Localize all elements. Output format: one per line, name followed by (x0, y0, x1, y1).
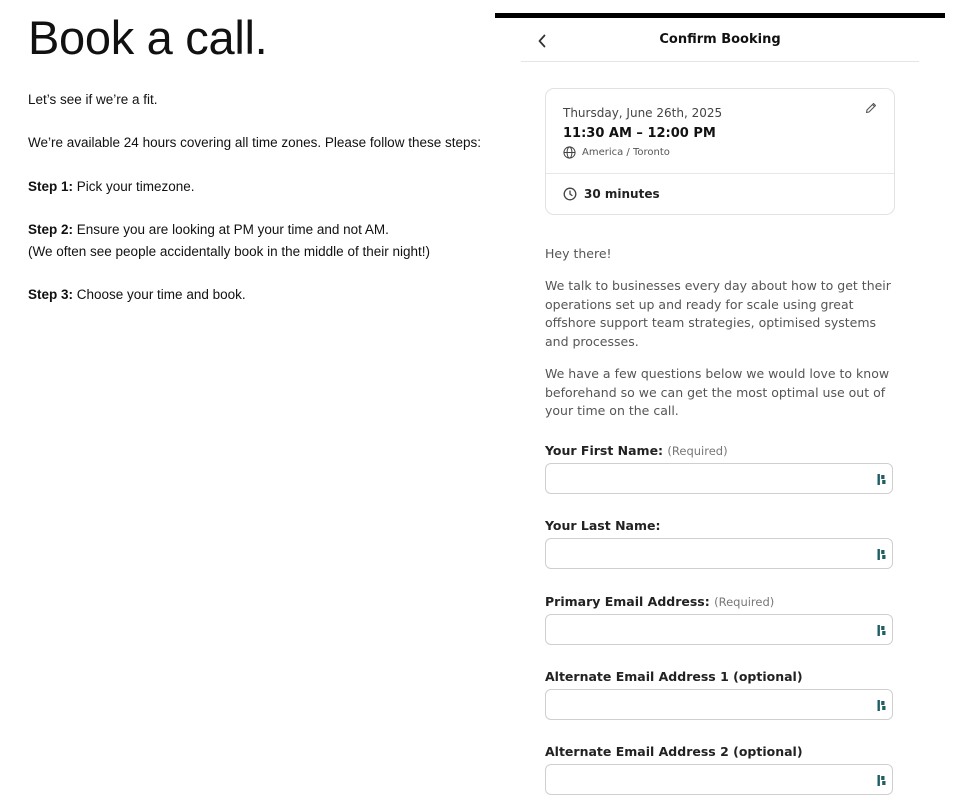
page-title: Book a call. (28, 11, 268, 64)
autofill-icon[interactable] (877, 699, 887, 712)
autofill-icon[interactable] (877, 624, 887, 637)
booking-summary-card (545, 88, 895, 215)
alternate-email-2-label-text: Alternate Email Address 2 (optional) (545, 744, 803, 759)
summary-divider (546, 173, 894, 174)
autofill-icon[interactable] (877, 548, 887, 561)
booking-header (521, 24, 919, 62)
first-name-input-box (545, 463, 893, 494)
panel-top-border (495, 13, 945, 18)
booking-duration (563, 187, 660, 201)
autofill-icon[interactable] (877, 774, 887, 787)
booking-time-range: 11:30 AM – 12:00 PM (563, 126, 716, 141)
alternate-email-1-label-text: Alternate Email Address 1 (optional) (545, 669, 803, 684)
booking-title: Confirm Booking (659, 32, 781, 47)
step-3-text: Choose your time and book. (73, 287, 246, 302)
timezone-label: America / Toronto (582, 147, 670, 158)
last-name-label-text: Your Last Name: (545, 518, 661, 533)
step-1 (28, 176, 195, 197)
globe-icon (563, 146, 576, 159)
autofill-icon[interactable] (877, 473, 887, 486)
primary-email-label (545, 594, 774, 609)
clock-icon (563, 187, 577, 201)
required-tag: (Required) (667, 444, 728, 458)
first-name-label-text: Your First Name: (545, 443, 664, 458)
booking-panel (495, 0, 969, 799)
primary-email-label-text: Primary Email Address: (545, 594, 710, 609)
first-name-label (545, 443, 728, 458)
required-tag: (Required) (714, 595, 775, 609)
booking-timezone (563, 146, 670, 159)
step-2 (28, 219, 389, 240)
first-name-input[interactable] (546, 464, 866, 493)
intro-paragraph-1: We talk to businesses every day about how to get their operations set up and ready for scale using great offshore support team strategies, optimised systems and processes. (545, 278, 891, 350)
greeting-text: Hey there! (545, 246, 612, 261)
duration-label: 30 minutes (584, 187, 660, 201)
alternate-email-1-input-box (545, 689, 893, 720)
primary-email-input[interactable] (546, 615, 866, 644)
last-name-input[interactable] (546, 539, 866, 568)
alternate-email-2-input-box (545, 764, 893, 795)
step-2-note: (We often see people accidentally book in the middle of their night!) (28, 244, 430, 259)
step-2-text: Ensure you are looking at PM your time and not AM. (73, 222, 389, 237)
alternate-email-1-label (545, 669, 803, 684)
step-1-label: Step 1: (28, 179, 74, 194)
edit-booking-button[interactable] (864, 101, 880, 117)
intro-paragraph-2: We have a few questions below we would love to know beforehand so we can get the most optimal use out of your time on the call. (545, 366, 890, 419)
last-name-label (545, 518, 660, 533)
booking-date: Thursday, June 26th, 2025 (563, 106, 723, 120)
intro-line: Let’s see if we’re a fit. (28, 92, 158, 107)
step-3 (28, 284, 246, 305)
alternate-email-2-input[interactable] (546, 765, 866, 794)
step-1-text: Pick your timezone. (73, 179, 195, 194)
pencil-icon (864, 101, 878, 115)
alternate-email-1-input[interactable] (546, 690, 866, 719)
alternate-email-2-label (545, 744, 803, 759)
step-2-label: Step 2: (28, 222, 74, 237)
primary-email-input-box (545, 614, 893, 645)
last-name-input-box (545, 538, 893, 569)
step-3-label: Step 3: (28, 287, 74, 302)
availability-line: We’re available 24 hours covering all time zones. Please follow these steps: (28, 135, 481, 150)
